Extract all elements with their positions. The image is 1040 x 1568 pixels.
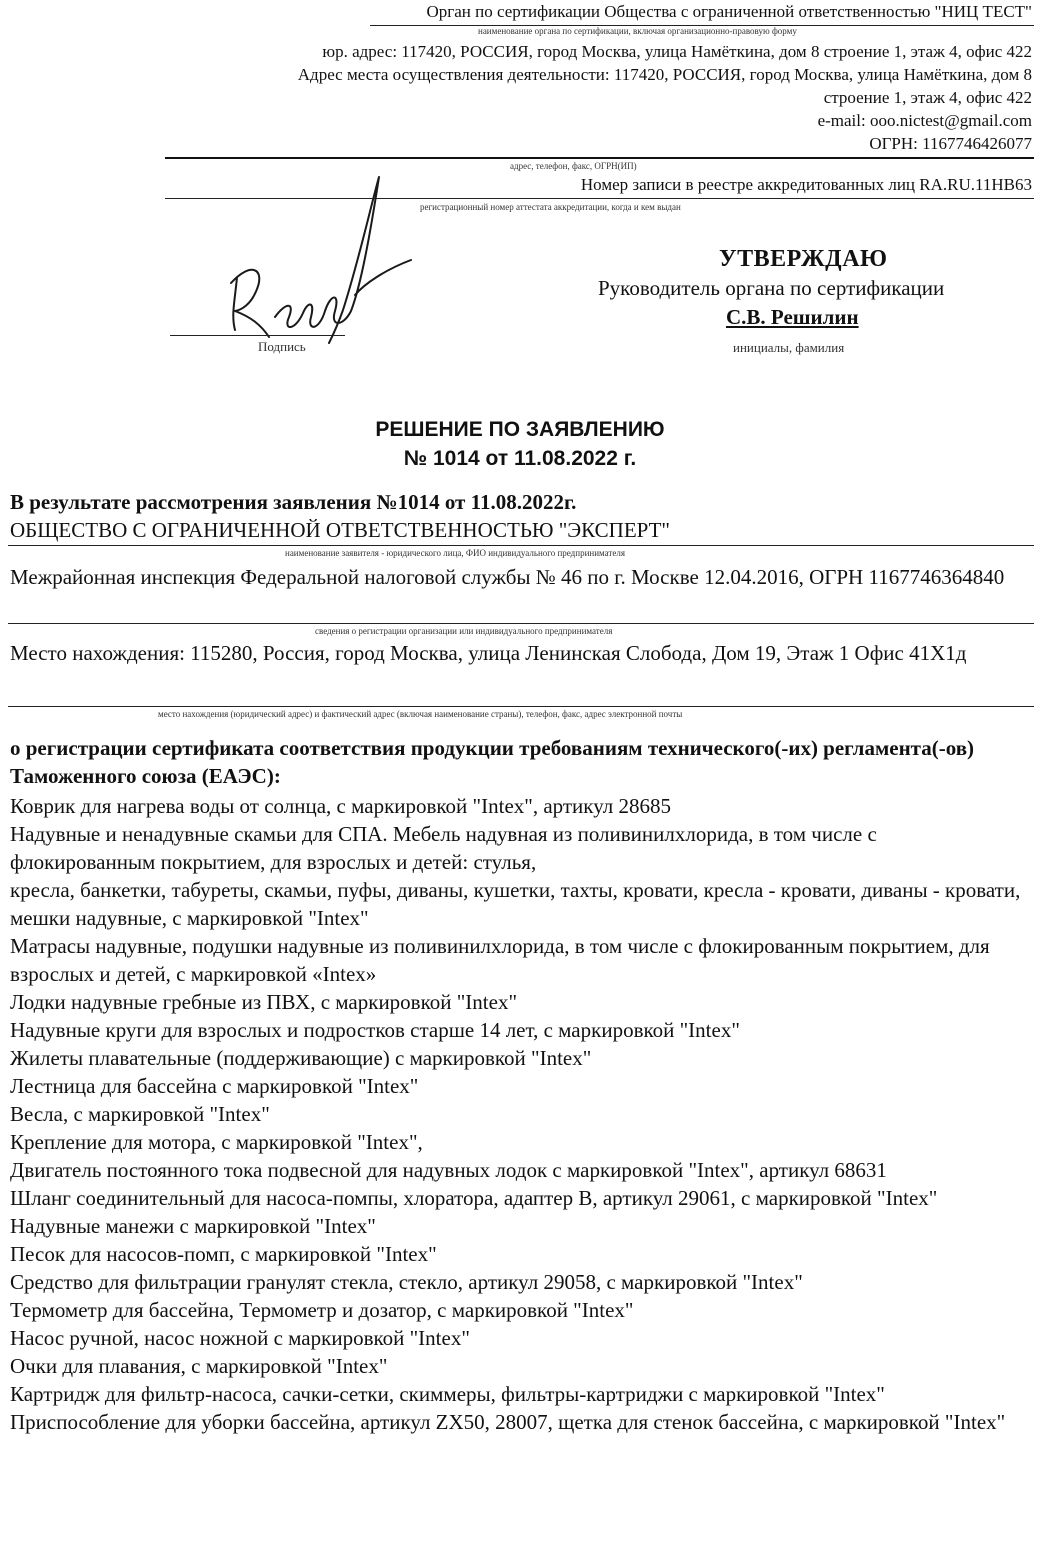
product-item: Шланг соединительный для насоса-помпы, хлоратора, адаптер В, артикул 29061, с маркировкой "Intex" [10,1186,938,1210]
location-caption: место нахождения (юридический адрес) и фактический адрес (включая наименование страны), телефон, факс, адрес электронной почты [158,709,683,719]
product-item: Надувные и ненадувные скамьи для СПА. Мебель надувная из поливинилхлорида, в том числе с флокированным покрытием, для взрослых и детей: стулья, [10,822,877,874]
certification-body-name: Орган по сертификации Общества с ограниченной ответственностью "НИЦ ТЕСТ" [426,2,1032,21]
product-item: Весла, с маркировкой "Intex" [10,1102,270,1126]
product-item: Матрасы надувные, подушки надувные из поливинилхлорида, в том числе с флокированным покрытием, для взрослых и детей, с маркировкой «Intex» [10,934,990,986]
divider [165,157,1034,159]
signature-line [170,335,345,336]
certification-body-caption: наименование органа по сертификации, включая организационно-правовую форму [478,26,797,36]
application-intro: В результате рассмотрения заявления №1014 от 11.08.2022г. [10,490,577,514]
registry-number: Номер записи в реестре аккредитованных лиц RA.RU.11НВ63 [580,175,1032,194]
product-item: Средство для фильтрации гранулят стекла, стекло, артикул 29058, с маркировкой "Intex" [10,1270,803,1294]
applicant-name-caption: наименование заявителя - юридического лица, ФИО индивидуального предпринимателя [285,548,625,558]
approval-title: УТВЕРЖДАЮ [719,246,888,272]
applicant-location: Место нахождения: 115280, Россия, город Москва, улица Ленинская Слобода, Дом 19, Этаж 1 Офис 41X1д [10,641,967,665]
product-item: Песок для насосов-помп, с маркировкой "Intex" [10,1242,437,1266]
approver-name-caption: инициалы, фамилия [733,340,845,355]
activity-address-cont: строение 1, этаж 4, офис 422 [823,88,1032,107]
product-item: Насос ручной, насос ножной с маркировкой "Intex" [10,1326,470,1350]
registration-caption: сведения о регистрации организации или индивидуального предпринимателя [315,626,613,636]
product-item: Надувные круги для взрослых и подростков старше 14 лет, с маркировкой "Intex" [10,1018,740,1042]
decision-number: № 1014 от 11.08.2022 г. [403,447,637,470]
decision-title: РЕШЕНИЕ ПО ЗАЯВЛЕНИЮ [375,418,665,441]
contacts-caption: адрес, телефон, факс, ОГРН(ИП) [510,161,637,171]
activity-address: Адрес места осуществления деятельности: 117420, РОССИЯ, город Москва, улица Намёткина, дом 8 [297,65,1032,84]
product-item: Коврик для нагрева воды от солнца, с маркировкой "Intex", артикул 28685 [10,794,672,818]
divider [8,623,1034,624]
product-list [10,792,1026,1436]
registry-caption: регистрационный номер аттестата аккредитации, когда и кем выдан [420,202,681,212]
legal-address: юр. адрес: 117420, РОССИЯ, город Москва, улица Намёткина, дом 8 строение 1, этаж 4, офис 422 [322,42,1032,61]
product-item: Крепление для мотора, с маркировкой "Intex", [10,1130,423,1154]
subject-heading: о регистрации сертификата соответствия продукции требованиям технического(-их) регламента(-ов) Таможенного союза (ЕАЭС): [10,736,975,788]
divider [8,706,1034,707]
product-item: Лодки надувные гребные из ПВХ, с маркировкой "Intex" [10,990,518,1014]
product-item: Термометр для бассейна, Термометр и дозатор, с маркировкой "Intex" [10,1298,634,1322]
product-item: Очки для плавания, с маркировкой "Intex" [10,1354,388,1378]
product-item: Двигатель постоянного тока подвесной для надувных лодок с маркировкой "Intex", артикул 68631 [10,1158,887,1182]
approver-position: Руководитель органа по сертификации [598,276,945,300]
approver-name: С.В. Решилин [726,305,859,329]
ogrn: ОГРН: 1167746426077 [869,134,1032,153]
product-item: Жилеты плавательные (поддерживающие) с маркировкой "Intex" [10,1046,592,1070]
divider [8,545,1034,546]
product-item: Лестница для бассейна с маркировкой "Intex" [10,1074,419,1098]
product-item: Надувные манежи с маркировкой "Intex" [10,1214,376,1238]
product-item: Картридж для фильтр-насоса, сачки-сетки, скиммеры, фильтры-картриджи с маркировкой "Intex" [10,1382,885,1406]
applicant-registration: Межрайонная инспекция Федеральной налоговой службы № 46 по г. Москве 12.04.2016, ОГРН 1167746364840 [10,565,1005,589]
signature-caption: Подпись [258,339,306,354]
signature-image [165,165,425,350]
applicant-name: ОБЩЕСТВО С ОГРАНИЧЕННОЙ ОТВЕТСТВЕННОСТЬЮ "ЭКСПЕРТ" [10,518,670,542]
product-item: Приспособление для уборки бассейна, артикул ZX50, 28007, щетка для стенок бассейна, с маркировкой "Intex" [10,1410,1006,1434]
email: e-mail: ooo.nictest@gmail.com [817,111,1032,130]
product-item: кресла, банкетки, табуреты, скамьи, пуфы, диваны, кушетки, тахты, кровати, кресла - кровати, диваны - кровати, мешки надувные, с маркировкой "Intex" [10,878,1021,930]
